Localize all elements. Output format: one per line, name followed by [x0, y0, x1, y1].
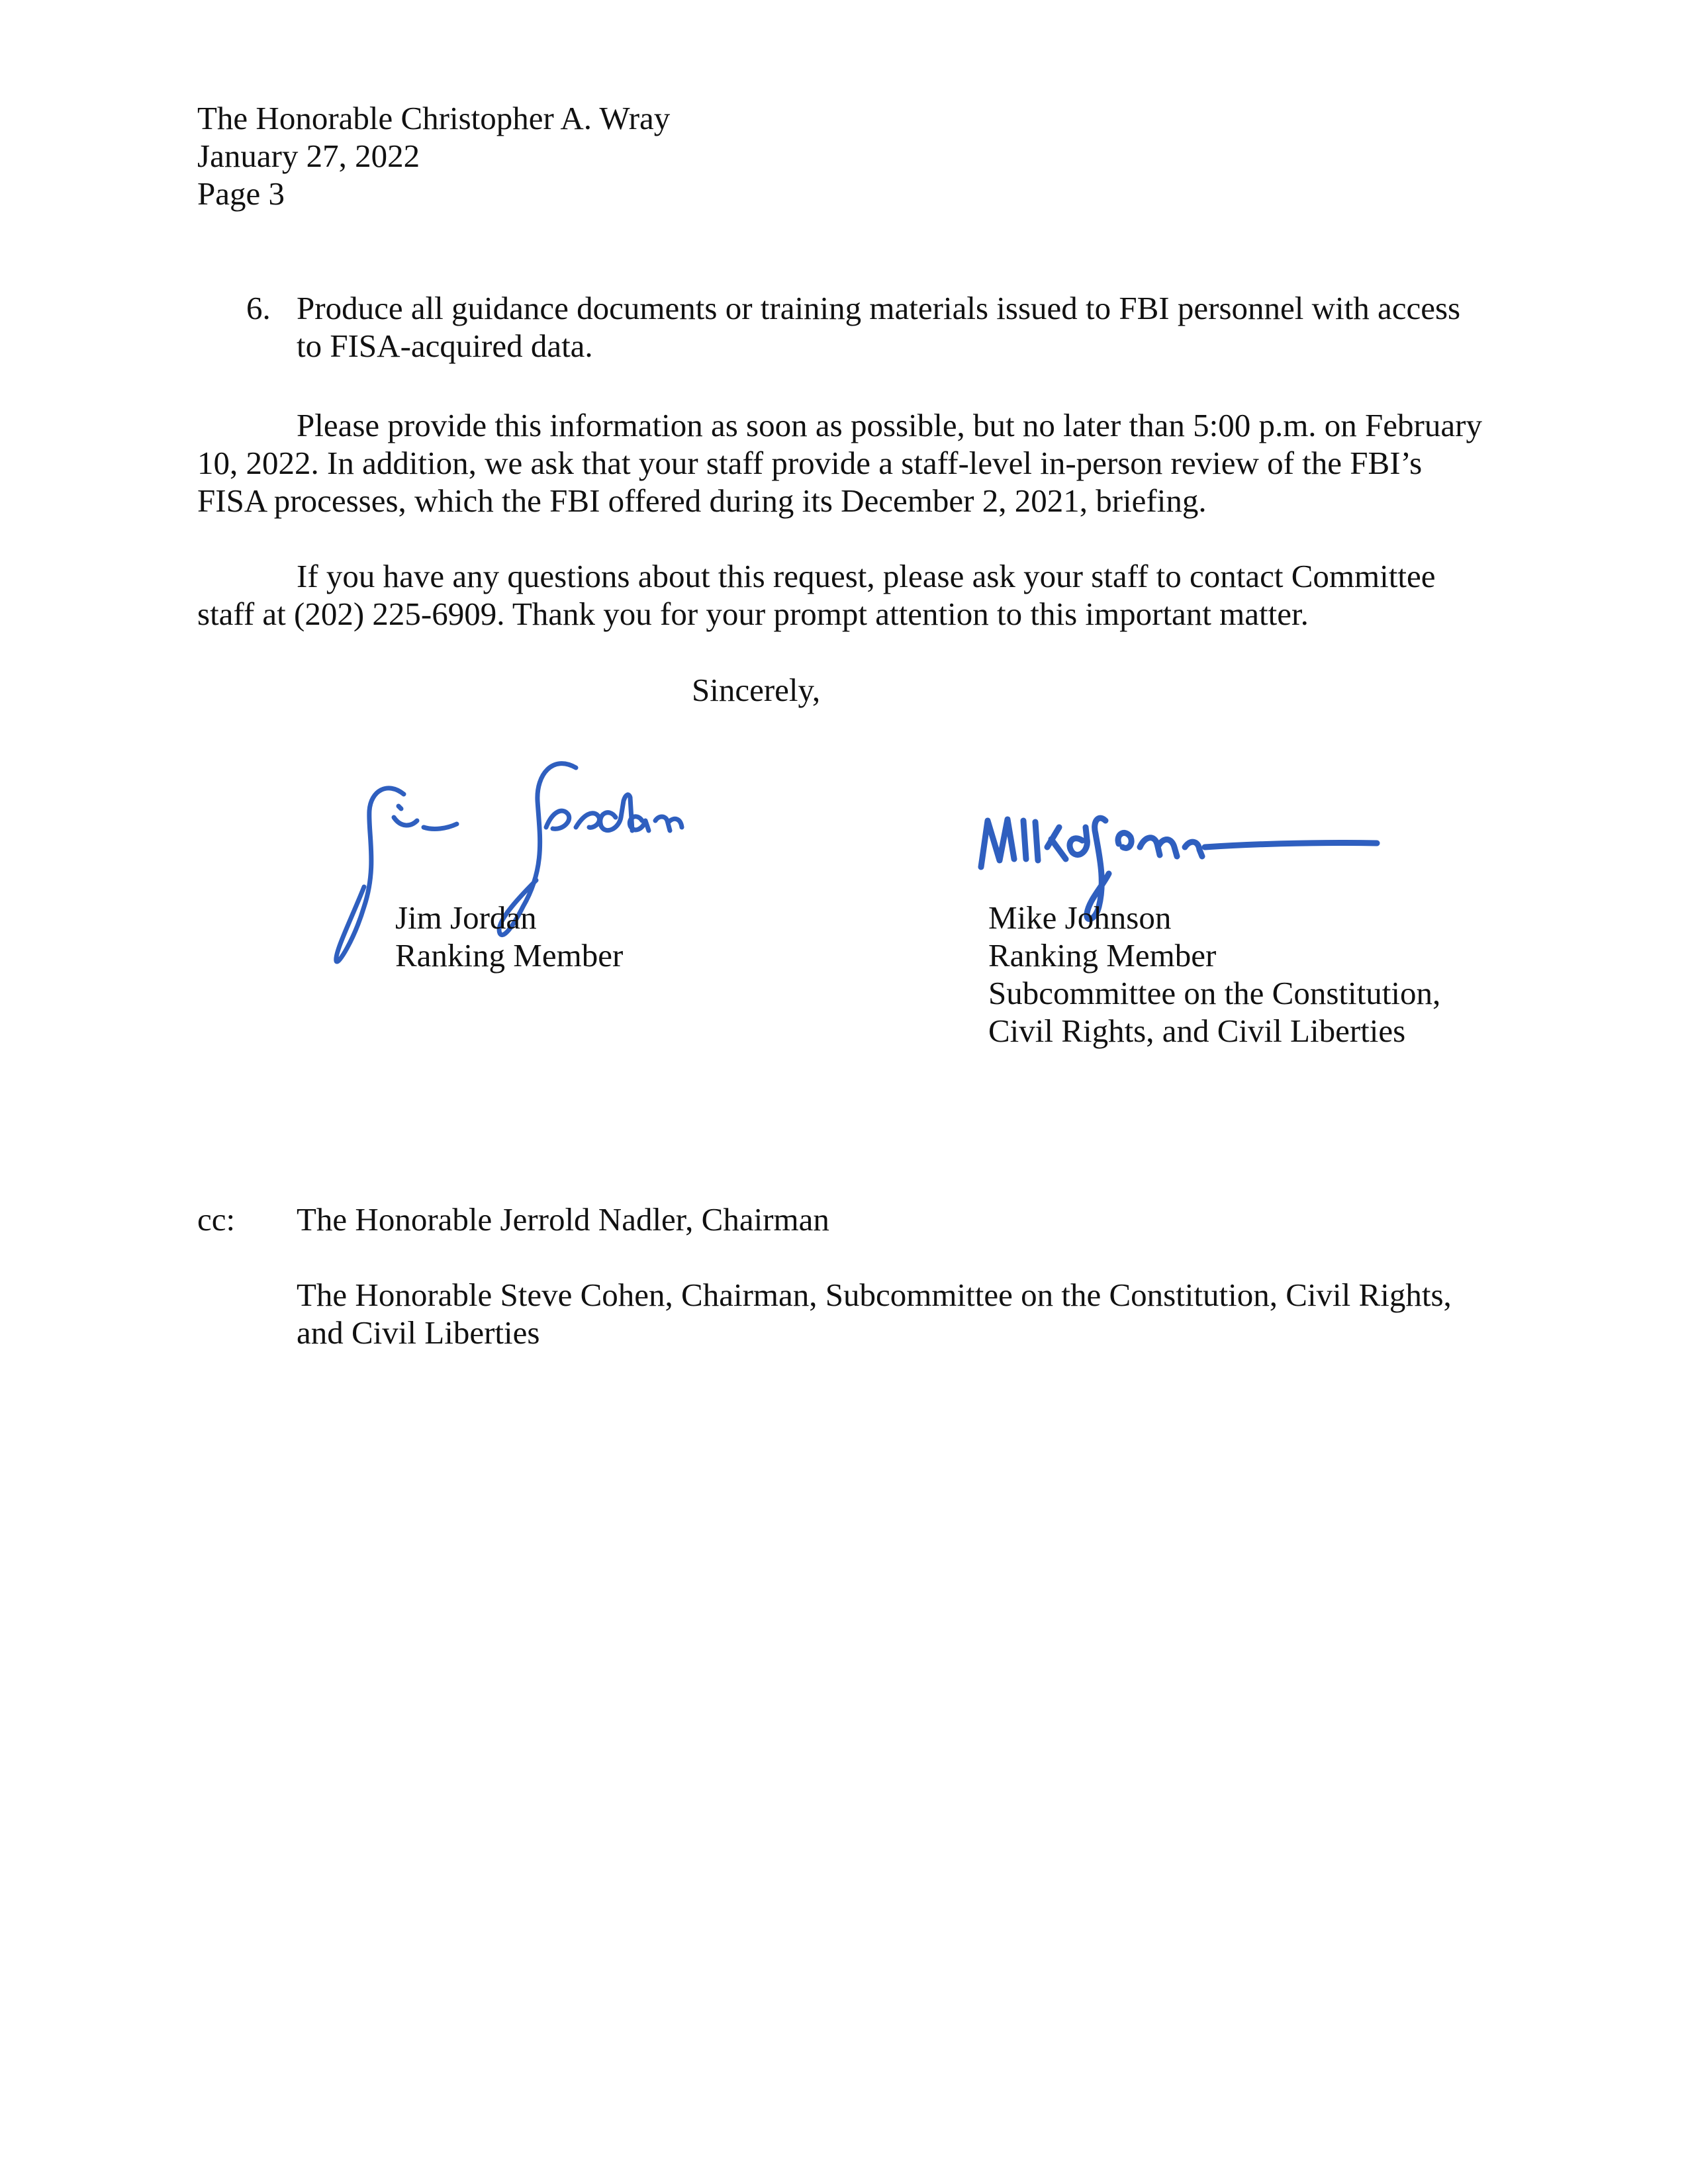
recipient-line: The Honorable Christopher A. Wray	[197, 100, 671, 136]
request-item-number: 6.	[246, 290, 271, 326]
contact-paragraph: If you have any questions about this request, please ask your staff to contact Committee staff at (202) 225-6909. Thank you for your prompt attention to this important matter.	[197, 558, 1436, 632]
signatory-johnson	[988, 899, 1440, 1050]
signatory-name: Mike Johnson	[988, 899, 1172, 936]
signatory-title: Subcommittee on the Constitution,	[988, 975, 1441, 1011]
closing-salutation: Sincerely,	[692, 672, 821, 708]
signatory-title: Ranking Member	[988, 937, 1217, 974]
signatory-name: Jim Jordan	[395, 899, 537, 936]
cc-list	[297, 1201, 1495, 1389]
request-item-text: Produce all guidance documents or training materials issued to FBI personnel with access to FISA-acquired data.	[297, 290, 1461, 364]
cc-label: cc:	[197, 1201, 236, 1238]
signatory-title: Ranking Member	[395, 937, 624, 974]
deadline-paragraph: Please provide this information as soon as possible, but no later than 5:00 p.m. on February 10, 2022. In addition, we ask that your staff provide a staff-level in-person review of the FBI’s FISA processes, which the FBI offered during its December 2, 2021, briefing.	[197, 407, 1482, 519]
letter-header	[197, 99, 670, 212]
signatory-jordan	[395, 899, 623, 974]
date-line: January 27, 2022	[197, 138, 420, 174]
page-number: Page 3	[197, 175, 285, 212]
signatory-title: Civil Rights, and Civil Liberties	[988, 1013, 1406, 1049]
cc-entry: The Honorable Jerrold Nadler, Chairman	[297, 1201, 829, 1238]
cc-entry: The Honorable Steve Cohen, Chairman, Subcommittee on the Constitution, Civil Rights, and Civil Liberties	[297, 1277, 1452, 1351]
